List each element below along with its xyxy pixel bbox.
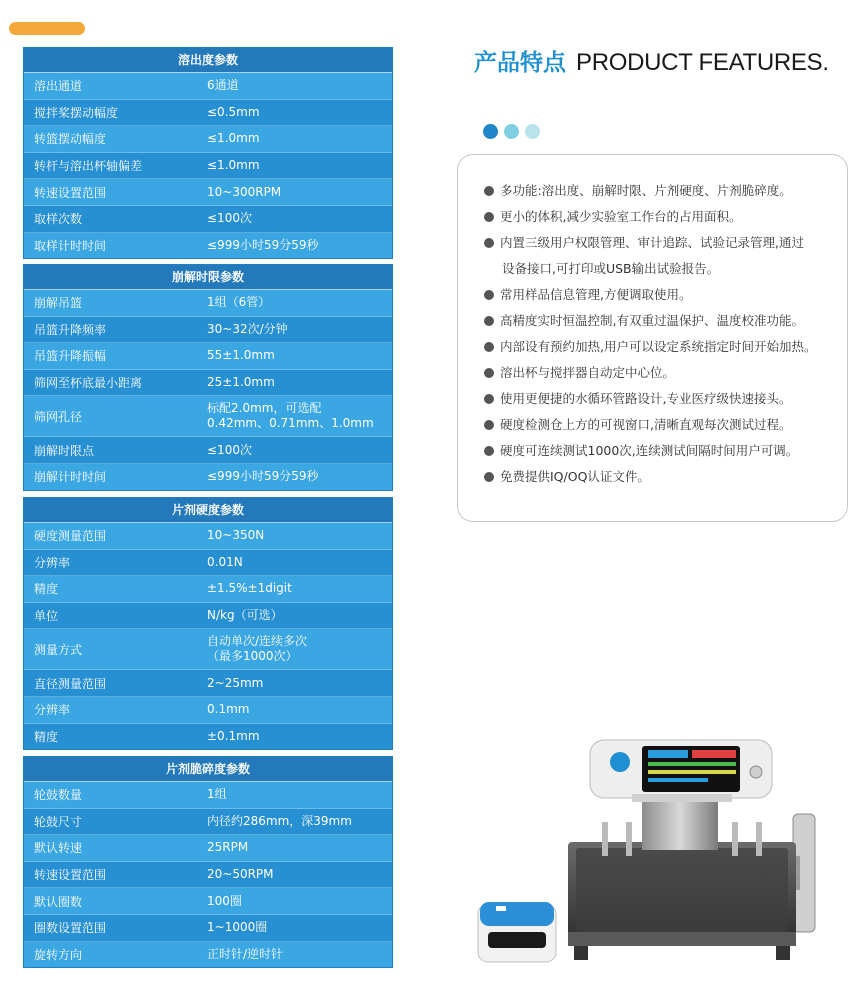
table-title: 崩解时限参数 [24,265,392,290]
table-row [24,464,392,490]
table-row [24,179,392,206]
table-row [24,206,392,233]
param-name: 测量方式 [34,642,83,657]
table-row [24,782,392,809]
accent-bar [9,22,85,35]
feature-text: 设备接口,可打印或USB输出试验报告。 [502,261,720,276]
param-value: 内径约286mm，深39mm [207,813,352,828]
table-row [24,290,392,317]
param-value: 55±1.0mm [207,348,275,363]
table-row [24,576,392,603]
feature-text: 使用更便捷的水循环管路设计,专业医疗级快速接头。 [500,391,792,406]
table-row [24,942,392,968]
param-name: 默认转速 [34,841,83,856]
param-value: ≤999小时59分59秒 [207,469,319,484]
features-box [457,154,848,522]
param-name: 搅拌桨摆动幅度 [34,105,119,120]
table-row [24,233,392,259]
feature-text: 更小的体积,减少实验室工作台的占用面积。 [500,209,742,224]
feature-item [484,282,847,308]
param-value: 1组（6管） [207,295,271,310]
param-value: ≤1.0mm [207,158,260,173]
param-value: ≤100次 [207,442,252,457]
param-value: 2~25mm [207,675,264,690]
param-name: 取样次数 [34,212,83,227]
param-name: 硬度测量范围 [34,529,107,544]
disintegration-params-table [23,264,393,491]
table-title: 片剂硬度参数 [24,498,392,523]
table-row [24,629,392,670]
param-value: N/kg（可选） [207,608,283,623]
instrument-illustration [470,736,830,966]
param-name: 分辨率 [34,555,71,570]
feature-item [484,438,847,464]
table-row [24,835,392,862]
table-row [24,724,392,750]
param-name: 崩解计时时间 [34,470,107,485]
param-name: 分辨率 [34,703,71,718]
dissolution-params-table [23,47,393,259]
param-name: 直径测量范围 [34,676,107,691]
table-row [24,670,392,697]
param-name: 筛网孔径 [34,409,83,424]
param-value: 20~50RPM [207,867,274,882]
param-name: 轮鼓尺寸 [34,814,83,829]
param-value: 25±1.0mm [207,375,275,390]
param-value: 1组 [207,787,227,802]
dot-icon [483,124,498,139]
param-name: 转篮摆动幅度 [34,132,107,147]
feature-item [484,230,847,282]
param-name: 精度 [34,582,59,597]
feature-item [484,360,847,386]
table-row [24,862,392,889]
param-value: 10~300RPM [207,184,282,199]
feature-text: 常用样品信息管理,方便调取使用。 [500,287,692,302]
table-row [24,603,392,630]
param-name: 崩解时限点 [34,443,95,458]
param-value: 30~32次/分钟 [207,321,288,336]
feature-list [458,155,847,490]
param-value: ≤0.5mm [207,104,260,119]
param-value: 10~350N [207,528,265,543]
param-value: ±0.1mm [207,728,260,743]
param-value: 正时针/逆时针 [207,946,284,961]
feature-text: 硬度检测仓上方的可视窗口,清晰直观每次测试过程。 [500,417,792,432]
feature-item [484,204,847,230]
feature-item [484,412,847,438]
param-value: ±1.5%±1digit [207,581,292,596]
param-value: ≤100次 [207,211,252,226]
dot-icon [504,124,519,139]
param-name: 精度 [34,729,59,744]
param-value: ≤999小时59分59秒 [207,237,319,252]
param-name: 筛网至杯底最小距离 [34,376,143,391]
feature-item [484,386,847,412]
dot-icon [525,124,540,139]
param-name: 圈数设置范围 [34,921,107,936]
feature-text: 内部设有预约加热,用户可以设定系统指定时间开始加热。 [500,339,817,354]
param-name: 吊篮升降振幅 [34,349,107,364]
param-name: 转速设置范围 [34,868,107,883]
feature-text: 多功能:溶出度、崩解时限、片剂硬度、片剂脆碎度。 [500,183,792,198]
table-row [24,153,392,180]
table-row [24,915,392,942]
param-name: 轮鼓数量 [34,788,83,803]
param-name: 单位 [34,609,59,624]
feature-text: 内置三级用户权限管理、审计追踪、试验记录管理,通过 [500,235,804,250]
param-value: 标配2.0mm，可选配 0.42mm、0.71mm、1.0mm [207,401,374,431]
param-value: 0.01N [207,554,243,569]
param-name: 溶出通道 [34,79,83,94]
features-title-en: PRODUCT FEATURES. [576,49,829,76]
table-row [24,697,392,724]
param-value: ≤1.0mm [207,131,260,146]
table-title: 片剂脆碎度参数 [24,757,392,782]
param-value: 6通道 [207,78,239,93]
table-row [24,317,392,344]
features-title [474,44,829,80]
feature-text: 免费提供IQ/OQ认证文件。 [500,469,650,484]
table-title: 溶出度参数 [24,48,392,73]
param-value: 1~1000圈 [207,920,268,935]
param-value: 100圈 [207,893,242,908]
features-title-cn: 产品特点 [474,50,566,76]
table-row [24,370,392,397]
table-row [24,126,392,153]
param-name: 取样计时时间 [34,238,107,253]
feature-text: 溶出杯与搅拌器自动定中心位。 [500,365,676,380]
param-value: 25RPM [207,840,249,855]
hardness-params-table [23,497,393,750]
param-name: 旋转方向 [34,947,83,962]
friability-params-table [23,756,393,968]
param-name: 转杆与溶出杯轴偏差 [34,159,143,174]
table-row [24,550,392,577]
feature-text: 高精度实时恒温控制,有双重过温保护、温度校准功能。 [500,313,804,328]
decorative-dots [483,124,540,139]
table-row [24,809,392,836]
param-value: 自动单次/连续多次 （最多1000次） [207,634,308,664]
table-row [24,437,392,464]
feature-text: 硬度可连续测试1000次,连续测试间隔时间用户可调。 [500,443,799,458]
table-row [24,396,392,437]
param-name: 转速设置范围 [34,185,107,200]
feature-item [484,464,847,490]
table-row [24,73,392,100]
table-row [24,100,392,127]
table-row [24,343,392,370]
feature-item [484,178,847,204]
param-name: 吊篮升降频率 [34,322,107,337]
table-row [24,888,392,915]
param-name: 崩解吊篮 [34,296,83,311]
feature-item [484,308,847,334]
param-name: 默认圈数 [34,894,83,909]
param-value: 0.1mm [207,702,250,717]
table-row [24,523,392,550]
feature-item [484,334,847,360]
